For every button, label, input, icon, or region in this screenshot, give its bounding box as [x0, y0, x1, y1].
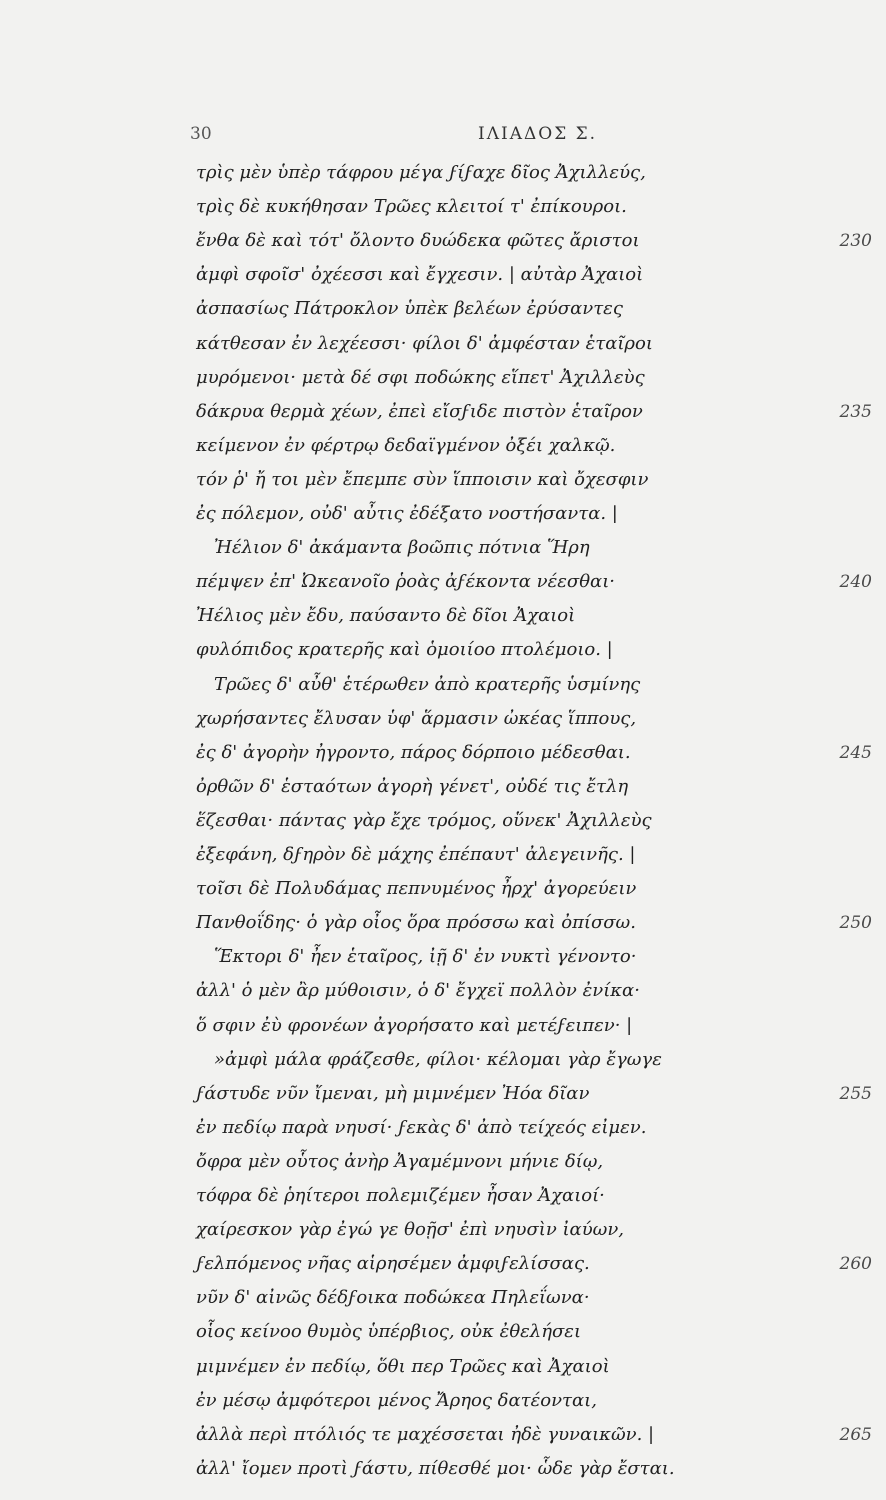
verse-line [0, 701, 886, 737]
verse-line-text: τόν ῥ' ἤ τοι μὲν ἔπεμπε σὺν ἵπποισιν καὶ ὄχεσφιν [196, 468, 649, 490]
verse-line-text: ἀλλ' ὁ μὲν ἂρ μύθοισιν, ὁ δ' ἔγχεϊ πολλὸν ἐνίκα· [196, 980, 640, 1002]
verse-line [0, 837, 886, 873]
verse-line [0, 803, 886, 839]
verse-line [0, 257, 886, 293]
verse-line-text: τόφρα δὲ ῥηίτεροι πολεμιζέμεν ἦσαν Ἀχαιοί· [196, 1185, 605, 1206]
verse-line [0, 1110, 886, 1146]
verse-line-text: ἀμφὶ σφοῖσ' ὀχέεσσι καὶ ἔγχεσιν. | αὐτὰρ Ἀχαιοὶ [196, 264, 644, 286]
verse-line-text: τοῖσι δὲ Πολυδάμας πεπνυμένος ἦρχ' ἀγορεύειν [196, 878, 637, 900]
verse-line-text: μυρόμενοι· μετὰ δέ σφι ποδώκης εἵπετ' Ἀχιλλεὺς [196, 366, 645, 388]
verse-line [0, 530, 886, 566]
verse-line-text: »ἀμφὶ μάλα φράζεσθε, φίλοι· κέλομαι γὰρ ἔγωγε [214, 1048, 662, 1070]
verse-line [0, 905, 886, 941]
verse-line [0, 632, 886, 668]
verse-line [0, 598, 886, 634]
verse-line-text: ϝάστυδε νῦν ἴμεναι, μὴ μιμνέμεν Ἠόα δῖαν [196, 1082, 590, 1104]
verse-line [0, 1383, 886, 1419]
verse-line-text: ἀλλ' ἴομεν προτὶ ϝάστυ, πίθεσθέ μοι· ὧδε γὰρ ἔσται. [196, 1457, 675, 1479]
verse-line-text: ἕζεσθαι· πάντας γὰρ ἔχε τρόμος, οὕνεκ' Ἀχιλλεὺς [196, 809, 652, 831]
verse-line-text: τρὶς μὲν ὑπὲρ τάφρου μέγα ϝίϝαχε δῖος Ἀχιλλεύς, [196, 162, 646, 183]
line-number: 235 [839, 401, 872, 422]
verse-line-text: ἀσπασίως Πάτροκλον ὑπὲκ βελέων ἐρύσαντες [196, 298, 623, 320]
verse-line [0, 1280, 886, 1316]
verse-line-text: ἔνθα δὲ καὶ τότ' ὄλοντο δυώδεκα φῶτες ἄριστοι [196, 230, 640, 252]
line-number: 245 [839, 742, 872, 763]
verse-line [0, 360, 886, 396]
verse-line [0, 496, 886, 532]
page-number: 30 [190, 124, 212, 144]
verse-line-text: πέμψεν ἐπ' Ὠκεανοῖο ῥοὰς ἀϝέκοντα νέεσθαι· [196, 571, 615, 593]
verse-line [0, 1417, 886, 1453]
verse-line [0, 428, 886, 464]
verse-line-text: χωρήσαντες ἔλυσαν ὑφ' ἅρμασιν ὠκέας ἵππους, [196, 707, 637, 729]
verse-line [0, 735, 886, 771]
line-number: 240 [839, 572, 872, 593]
line-number: 230 [839, 231, 872, 252]
line-number: 260 [839, 1254, 872, 1275]
verse-line-text: δάκρυα θερμὰ χέων, ἐπεὶ εἴσϝιδε πιστὸν ἑταῖρον [196, 400, 643, 422]
verse-line-text: ἀλλὰ περὶ πτόλιός τε μαχέσσεται ἠδὲ γυναικῶν. | [196, 1423, 655, 1445]
verse-line [0, 973, 886, 1009]
verse-line [0, 1451, 886, 1487]
verse-line [0, 1314, 886, 1350]
verse-line [0, 939, 886, 975]
verse-line [0, 394, 886, 430]
verse-line-text: Ἕκτορι δ' ἦεν ἑταῖρος, ἰῇ δ' ἐν νυκτὶ γένοντο· [214, 946, 637, 968]
verse-line [0, 155, 886, 191]
verse-line-text: οἷος κείνοο θυμὸς ὑπέρβιος, οὐκ ἐθελήσει [196, 1321, 582, 1343]
verse-line-text: ἐν πεδίῳ παρὰ νηυσί· ϝεκὰς δ' ἀπὸ τείχεός εἰμεν. [196, 1116, 647, 1138]
line-number: 255 [839, 1083, 872, 1104]
verse-line-text: φυλόπιδος κρατερῆς καὶ ὁμοιίοο πτολέμοιο. | [196, 639, 613, 661]
verse-line-text: μιμνέμεν ἐν πεδίῳ, ὅθι περ Τρῶες καὶ Ἀχαιοὶ [196, 1355, 610, 1377]
verse-line [0, 189, 886, 225]
verse-line [0, 291, 886, 327]
verse-line-text: ἐν μέσῳ ἀμφότεροι μένος Ἄρηος δατέονται, [196, 1389, 597, 1411]
verse-line [0, 326, 886, 362]
verse-line-text: κάτθεσαν ἐν λεχέεσσι· φίλοι δ' ἀμφέσταν ἑταῖροι [196, 332, 653, 354]
verse-line-text: Ἠέλιος μὲν ἔδυ, παύσαντο δὲ δῖοι Ἀχαιοὶ [196, 605, 576, 627]
verse-line-text: ὀρθῶν δ' ἑσταότων ἀγορὴ γένετ', οὐδέ τις ἔτλη [196, 775, 629, 797]
verse-line-text: χαίρεσκον γὰρ ἐγώ γε θοῇσ' ἐπὶ νηυσὶν ἰαύων, [196, 1219, 624, 1241]
verse-line [0, 1144, 886, 1180]
verse-line [0, 1076, 886, 1112]
verse-line-text: ἐς πόλεμον, οὐδ' αὖτις ἐδέξατο νοστήσαντα. | [196, 503, 618, 524]
running-head: ΙΛΙΑΔΟΣ Σ. [478, 124, 598, 144]
verse-line [0, 462, 886, 498]
verse-line-text: ὄφρα μὲν οὗτος ἀνὴρ Ἀγαμέμνονι μήνιε δίῳ, [196, 1150, 604, 1172]
verse-line-text: Ἠέλιον δ' ἀκάμαντα βοῶπις πότνια Ἥρη [214, 537, 590, 559]
verse-line [0, 871, 886, 907]
verse-line [0, 1178, 886, 1214]
verse-line [0, 564, 886, 600]
verse-line [0, 667, 886, 703]
verse-line [0, 223, 886, 259]
verse-line [0, 1042, 886, 1078]
verse-line [0, 1349, 886, 1385]
verse-line [0, 1212, 886, 1248]
verse-line-text: ὅ σφιν ἐὺ φρονέων ἀγορήσατο καὶ μετέϝειπεν· | [196, 1014, 633, 1036]
verse-line-text: ἐξεφάνη, δϝηρὸν δὲ μάχης ἐπέπαυτ' ἀλεγεινῆς. | [196, 844, 636, 865]
verse-line-text: Τρῶες δ' αὖθ' ἑτέρωθεν ἀπὸ κρατερῆς ὑσμίνης [214, 673, 641, 695]
verse-line-text: ϝελπόμενος νῆας αἱρησέμεν ἀμφιϝελίσσας. [196, 1253, 590, 1275]
line-number: 250 [839, 913, 872, 934]
verse-line-text: νῦν δ' αἰνῶς δέδϝοικα ποδώκεα Πηλεΐωνα· [196, 1287, 590, 1309]
line-number: 265 [839, 1424, 872, 1445]
verse-line-text: Πανθοΐδης· ὁ γὰρ οἶος ὅρα πρόσσω καὶ ὀπίσσω. [196, 912, 636, 934]
verse-line-text: τρὶς δὲ κυκήθησαν Τρῶες κλειτοί τ' ἐπίκουροι. [196, 196, 627, 218]
verse-line [0, 1246, 886, 1282]
verse-line-text: ἐς δ' ἀγορὴν ἠγροντο, πάρος δόρποιο μέδεσθαι. [196, 741, 631, 763]
verse-line [0, 769, 886, 805]
verse-line-text: κείμενον ἐν φέρτρῳ δεδαϊγμένον ὀξέι χαλκῷ. [196, 434, 616, 456]
verse-line [0, 1008, 886, 1044]
